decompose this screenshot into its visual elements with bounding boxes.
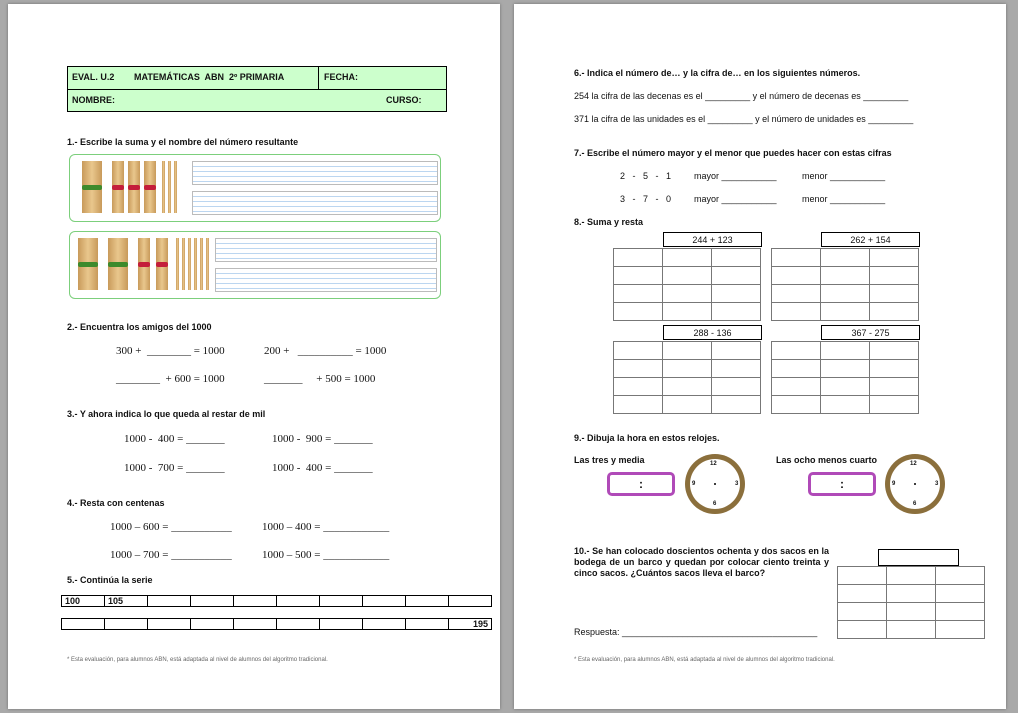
clock-number: 9 <box>692 481 696 487</box>
op-header: 367 - 275 <box>821 325 920 340</box>
op-grid <box>613 248 761 321</box>
series-row-2 <box>61 618 492 630</box>
series-cell[interactable] <box>277 596 320 607</box>
op-header: 288 - 136 <box>663 325 762 340</box>
answer-lines-1a[interactable] <box>192 161 438 185</box>
series-row-1 <box>61 595 492 607</box>
series-cell[interactable] <box>234 619 277 630</box>
footnote-left: * Esta evaluación, para alumnos ABN, está adaptada al nivel de alumnos del algoritmo tradicional. <box>67 657 328 663</box>
op-header: 262 + 154 <box>821 232 920 247</box>
op-header: 244 + 123 <box>663 232 762 247</box>
series-cell[interactable] <box>406 619 449 630</box>
q10-header-box[interactable] <box>878 549 959 566</box>
q7-digits-1: 2 - 5 - 1 <box>620 171 672 181</box>
header-box <box>67 66 447 112</box>
op-grid <box>771 341 919 414</box>
q2-title: 2.- Encuentra los amigos del 1000 <box>67 322 212 332</box>
q6-line-1: 254 la cifra de las decenas es el _________ y el número de decenas es _________ <box>574 91 909 101</box>
analog-clock-right[interactable] <box>885 454 945 514</box>
digital-clock-left[interactable]: : <box>607 472 675 496</box>
sticks-image-1 <box>82 161 182 213</box>
series-cell[interactable] <box>320 619 363 630</box>
answer-lines-2a[interactable] <box>215 238 437 262</box>
q2-line-4: _______ + 500 = 1000 <box>264 373 376 385</box>
series-cell[interactable] <box>148 619 191 630</box>
q2-line-3: ________ + 600 = 1000 <box>116 373 225 385</box>
q3-line-3: 1000 - 700 = _______ <box>124 462 225 474</box>
clock-number: 6 <box>913 501 917 507</box>
clock-label-left: Las tres y media <box>574 455 645 465</box>
q10-grid <box>837 566 985 639</box>
series-cell[interactable] <box>406 596 449 607</box>
series-cell[interactable]: 105 <box>105 596 148 607</box>
q3-line-2: 1000 - 900 = _______ <box>272 433 373 445</box>
header-eval: EVAL. U.2 <box>72 72 115 82</box>
clock-label-right: Las ocho menos cuarto <box>776 455 878 465</box>
q5-title: 5.- Continúa la serie <box>67 575 153 585</box>
clock-number: 12 <box>910 461 917 467</box>
q7-digits-2: 3 - 7 - 0 <box>620 194 672 204</box>
bundle-box-1 <box>69 154 441 222</box>
clock-number: 6 <box>713 501 717 507</box>
q2-line-1: 300 + ________ = 1000 <box>116 345 225 357</box>
q7-menor-1: menor ___________ <box>802 171 886 181</box>
clock-number: 12 <box>710 461 717 467</box>
q1-title: 1.- Escribe la suma y el nombre del número resultante <box>67 137 299 147</box>
q4-line-1: 1000 – 600 = ___________ <box>110 521 232 533</box>
header-curso: CURSO: <box>386 95 422 105</box>
page-left <box>8 4 500 709</box>
series-cell[interactable] <box>277 619 320 630</box>
answer-lines-1b[interactable] <box>192 191 438 215</box>
q6-title: 6.- Indica el número de… y la cifra de… en los siguientes números. <box>574 68 861 78</box>
series-cell[interactable] <box>148 596 191 607</box>
clock-number: 3 <box>935 481 939 487</box>
series-cell[interactable] <box>320 596 363 607</box>
series-cell[interactable] <box>191 619 234 630</box>
op-grid <box>771 248 919 321</box>
q10-text: 10.- Se han colocado doscientos ochenta y dos sacos en la bodega de un barco y quedan por colocar ciento treinta y cinco sacos. ¿Cuántos sacos lleva el barco? <box>574 546 829 578</box>
q10-respuesta: Respuesta: _______________________________________ <box>574 627 818 637</box>
analog-clock-left[interactable] <box>685 454 745 514</box>
q7-mayor-1: mayor ___________ <box>694 171 777 181</box>
bundle-box-2 <box>69 231 441 299</box>
q3-line-4: 1000 - 400 = _______ <box>272 462 373 474</box>
q3-line-1: 1000 - 400 = _______ <box>124 433 225 445</box>
header-fecha: FECHA: <box>324 72 358 82</box>
clock-number: 3 <box>735 481 739 487</box>
q4-line-2: 1000 – 400 = ____________ <box>262 521 390 533</box>
q8-title: 8.- Suma y resta <box>574 217 644 227</box>
series-cell[interactable] <box>449 596 492 607</box>
series-cell[interactable] <box>234 596 277 607</box>
q9-title: 9.- Dibuja la hora en estos relojes. <box>574 433 720 443</box>
page-right <box>514 4 1006 709</box>
q7-mayor-2: mayor ___________ <box>694 194 777 204</box>
q7-menor-2: menor ___________ <box>802 194 886 204</box>
q2-line-2: 200 + __________ = 1000 <box>264 345 387 357</box>
q3-title: 3.- Y ahora indica lo que queda al restar de mil <box>67 409 266 419</box>
sticks-image-2 <box>78 238 218 290</box>
digital-clock-right[interactable]: : <box>808 472 876 496</box>
header-subject: MATEMÁTICAS ABN 2º PRIMARIA <box>134 72 285 82</box>
series-cell[interactable]: 100 <box>62 596 105 607</box>
clock-number: 9 <box>892 481 896 487</box>
q4-line-4: 1000 – 500 = ____________ <box>262 549 390 561</box>
q4-line-3: 1000 – 700 = ___________ <box>110 549 232 561</box>
header-nombre: NOMBRE: <box>72 95 115 105</box>
series-cell[interactable] <box>62 619 105 630</box>
q4-title: 4.- Resta con centenas <box>67 498 165 508</box>
op-grid <box>613 341 761 414</box>
series-cell[interactable] <box>191 596 234 607</box>
series-cell[interactable] <box>363 619 406 630</box>
footnote-right: * Esta evaluación, para alumnos ABN, está adaptada al nivel de alumnos del algoritmo tradicional. <box>574 657 835 663</box>
q6-line-2: 371 la cifra de las unidades es el _________ y el número de unidades es _________ <box>574 114 914 124</box>
q7-title: 7.- Escribe el número mayor y el menor que puedes hacer con estas cifras <box>574 148 892 158</box>
series-cell[interactable] <box>363 596 406 607</box>
series-cell[interactable]: 195 <box>449 619 492 630</box>
series-cell[interactable] <box>105 619 148 630</box>
answer-lines-2b[interactable] <box>215 268 437 292</box>
